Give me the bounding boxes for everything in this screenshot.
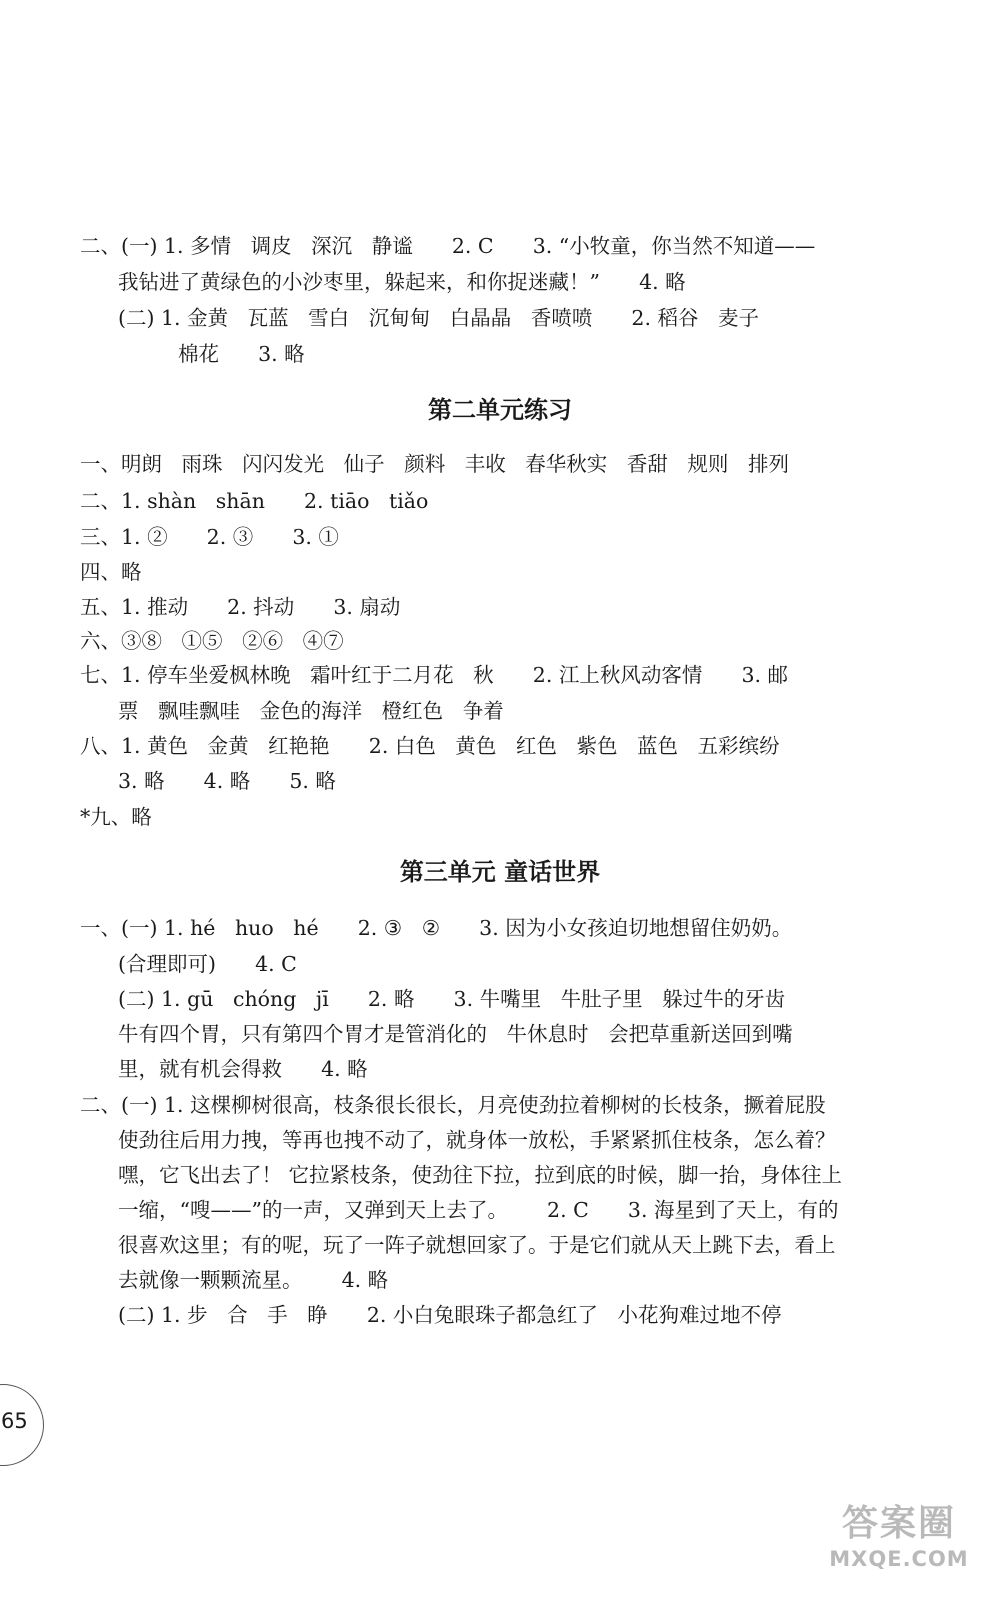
answer-line: (二) 1. 步 合 手 睁 2. 小白兔眼珠子都急红了 小花狗难过地不停 (118, 1303, 782, 1327)
answer-line: (合理即可) 4. C (118, 952, 297, 976)
answer-line: 七、1. 停车坐爱枫林晚 霜叶红于二月花 秋 2. 江上秋风动客情 3. 邮 (80, 663, 789, 687)
answer-line: 二、(一) 1. 这棵柳树很高，枝条很长很长，月亮使劲拉着柳树的长枝条，撅着屁股 (80, 1093, 826, 1117)
answer-line: 一、明朗 雨珠 闪闪发光 仙子 颜料 丰收 春华秋实 香甜 规则 排列 (80, 452, 789, 476)
answer-line: 牛有四个胃，只有第四个胃才是管消化的 牛休息时 会把草重新送回到嘴 (118, 1022, 793, 1046)
answer-line: 八、1. 黄色 金黄 红艳艳 2. 白色 黄色 红色 紫色 蓝色 五彩缤纷 (80, 734, 780, 758)
watermark-logo (824, 1502, 974, 1582)
answer-line: *九、略 (80, 805, 152, 829)
answer-line: 一、(一) 1. hé huo hé 2. ③ ② 3. 因为小女孩迫切地想留住奶奶。 (80, 916, 793, 940)
page-number-badge (0, 1384, 44, 1466)
answer-line: 嘿，它飞出去了！ 它拉紧枝条，使劲往下拉，拉到底的时候，脚一抬，身体往上 (118, 1163, 843, 1187)
answer-line: 五、1. 推动 2. 抖动 3. 扇动 (80, 595, 401, 619)
answer-line: 一缩，“嗖——”的一声，又弹到天上去了。 2. C 3. 海星到了天上，有的 (118, 1198, 839, 1222)
answer-line: 里，就有机会得救 4. 略 (118, 1057, 368, 1081)
answer-line: 去就像一颗颗流星。 4. 略 (118, 1268, 389, 1292)
answer-line: 六、③⑧ ①⑤ ②⑥ ④⑦ (80, 629, 344, 653)
answer-line: 棉花 3. 略 (178, 342, 305, 366)
answer-line: 我钻进了黄绿色的小沙枣里，躲起来，和你捉迷藏！” 4. 略 (118, 270, 686, 294)
answer-line: (二) 1. gū chóng jī 2. 略 3. 牛嘴里 牛肚子里 躲过牛的牙齿 (118, 987, 786, 1011)
answer-line: 四、略 (80, 560, 142, 584)
watermark-url: MXQE.COM (829, 1547, 969, 1571)
answer-line: 票 飘哇飘哇 金色的海洋 橙红色 争着 (118, 699, 504, 723)
answer-line: 3. 略 4. 略 5. 略 (118, 769, 336, 793)
answer-line: 二、(一) 1. 多情 调皮 深沉 静谧 2. C 3. “小牧童，你当然不知道—— (80, 234, 816, 258)
watermark-title: 答案圈 (841, 1503, 956, 1544)
page-number: 65 (1, 1409, 28, 1433)
answer-line: 很喜欢这里；有的呢，玩了一阵子就想回家了。于是它们就从天上跳下去，看上 (118, 1233, 836, 1257)
answer-line: 三、1. ② 2. ③ 3. ① (80, 525, 339, 549)
answer-line: (二) 1. 金黄 瓦蓝 雪白 沉甸甸 白晶晶 香喷喷 2. 稻谷 麦子 (118, 306, 760, 330)
unit2-title: 第二单元练习 (428, 396, 572, 424)
answer-line: 使劲往后用力拽，等再也拽不动了，就身体一放松，手紧紧抓住枝条，怎么着？ (118, 1128, 836, 1152)
answer-line: 二、1. shàn shān 2. tiāo tiǎo (80, 489, 429, 513)
unit3-title: 第三单元 童话世界 (399, 858, 601, 886)
